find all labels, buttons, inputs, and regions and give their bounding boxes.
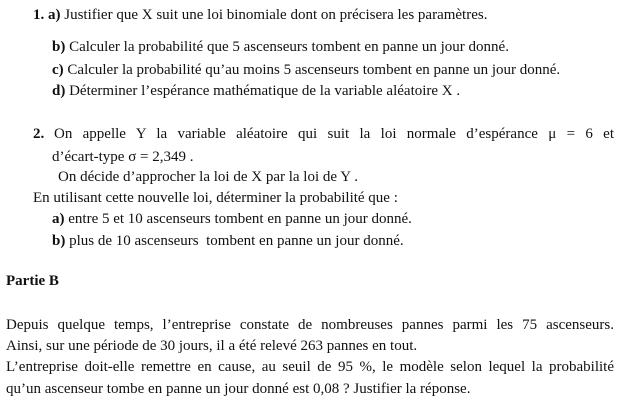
partB-paragraph-line-2: Ainsi, sur une période de 30 jours, il a été relevé 263 pannes en tout. (6, 338, 418, 354)
q1-c-label: c) (52, 62, 64, 78)
q1-line-c (52, 61, 560, 79)
q2-line-a (52, 210, 412, 228)
q2-number: 2. (33, 126, 45, 142)
q1-line-b (52, 38, 509, 56)
q1-c-text: Calculer la probabilité qu’au moins 5 ascenseurs tombent en panne un jour donné. (67, 62, 561, 78)
q2-line1-text: On appelle Y la variable aléatoire qui suit la loi normale d’espérance μ = 6 et (54, 126, 614, 142)
q1-number: 1. (33, 7, 45, 23)
q1-a-label: a) (48, 7, 61, 23)
q2-line-b (52, 232, 404, 250)
partB-paragraph-line-4: qu’un ascenseur tombe en panne un jour donné est 0,08 ? Justifier la réponse. (6, 381, 471, 397)
partB-paragraph-line-1: Depuis quelque temps, l’entreprise constate de nombreuses pannes parmi les 75 ascenseurs. (6, 317, 614, 333)
q2-line-4: En utilisant cette nouvelle loi, déterminer la probabilité que : (33, 190, 398, 206)
q1-line-d (52, 82, 460, 100)
q1-d-text: Déterminer l’espérance mathématique de la variable aléatoire X . (69, 83, 461, 99)
q1-a-text: Justifier que X suit une loi binomiale dont on précisera les paramètres. (64, 7, 488, 23)
partB-paragraph-line-3: L’entreprise doit-elle remettre en cause, au seuil de 95 %, le modèle selon lequel la probabilité (6, 359, 614, 375)
q1-line-a (33, 6, 487, 24)
q1-b-label: b) (52, 39, 66, 55)
q2-a-text: entre 5 et 10 ascenseurs tombent en panne un jour donné. (68, 211, 412, 227)
q2-b-label: b) (52, 233, 66, 249)
q1-b-text: Calculer la probabilité que 5 ascenseurs tombent en panne un jour donné. (69, 39, 509, 55)
q2-a-label: a) (52, 211, 65, 227)
q2-b-text: plus de 10 ascenseurs tombent en panne un jour donné. (69, 233, 404, 249)
q2-line-3: On décide d’approcher la loi de X par la loi de Y . (58, 169, 359, 185)
q2-line-2: d’écart-type σ = 2,349 . (52, 149, 194, 165)
partB-heading: Partie B (6, 273, 59, 289)
q1-d-label: d) (52, 83, 66, 99)
